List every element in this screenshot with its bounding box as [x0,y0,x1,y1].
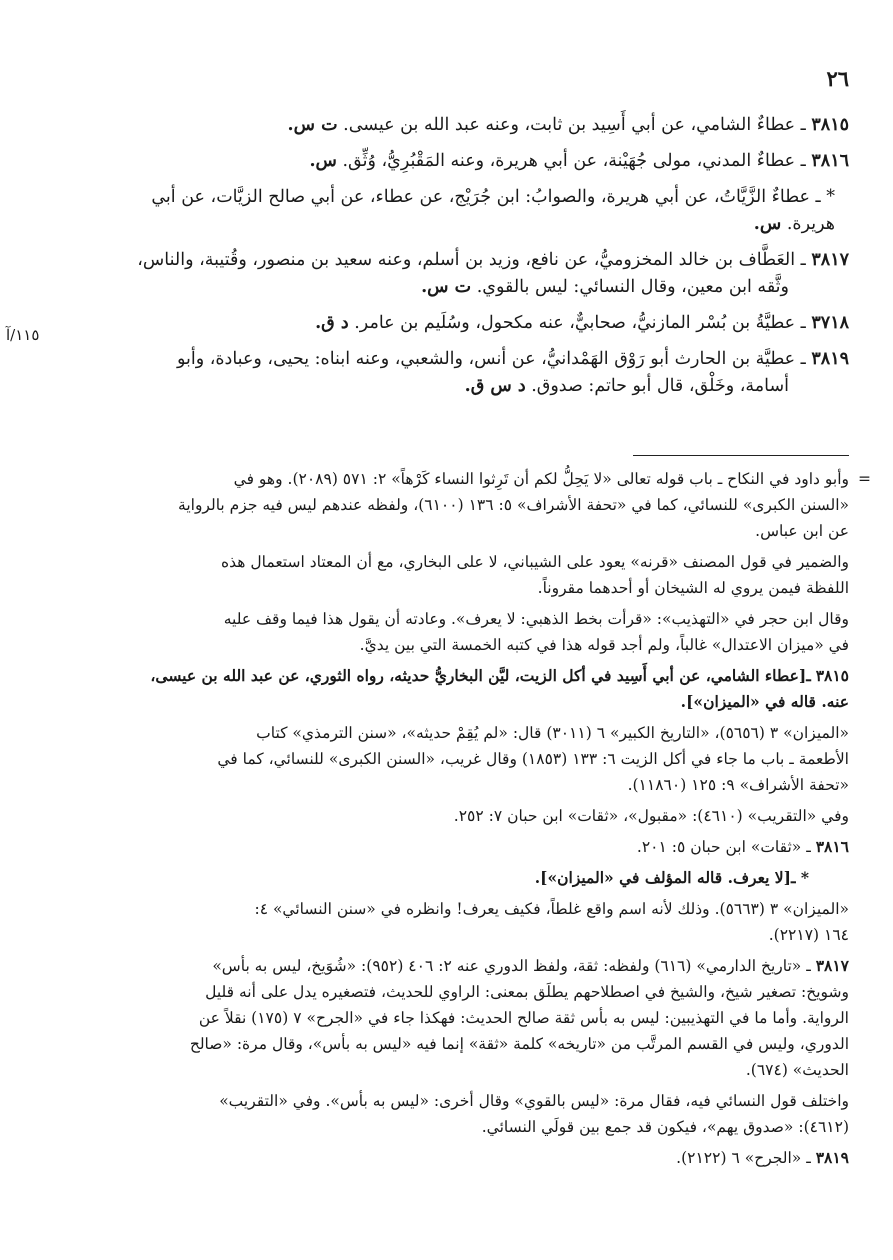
footnote-paragraph [43,1088,849,1140]
footnote-line: اللفظة فيمن يروي له الشيخان أو أحدهما مقروناً. [537,579,849,597]
footnote-3816 [43,834,849,860]
entry-number: ٣٧١٨ [811,313,849,333]
footnote-paragraph [43,606,849,658]
footnote-number: ٣٨١٦ [815,837,849,856]
entry-continuation: وثَّقه ابن معين، وقال النسائي: ليس بالقوي. [476,277,789,297]
entry-text: ـ عطاءٌ الشامي، عن أبي أَسِيد بن ثابت، وعنه عبد الله بن عيسى. [343,115,806,135]
footnote-line: الحديث» (٦٧٤). [745,1061,849,1079]
entry-number: ٣٨١٧ [811,250,849,270]
entry-continuation: أسامة، وخَلْق، قال أبو حاتم: صدوق. [531,376,789,396]
manuscript-folio-marker: ١١٥/آ [6,326,40,344]
footnote-star [43,865,849,891]
footnote-number: ٣٨١٧ [815,956,849,975]
entry-3718 [43,310,849,337]
footnote-paragraph [43,549,849,601]
entry-3817 [43,247,849,301]
page-number: ٢٦ [826,66,849,91]
entry-sigla: د س ق. [464,376,526,396]
entry-text: ـ عطيَّةُ بن بُسْر المازنيُّ، صحابيٌّ، عنه مكحول، وسُلَيم بن عامر. [354,313,806,333]
entry-number: ٣٨١٩ [811,349,849,369]
footnote-3815 [43,663,849,715]
footnote-line: «السنن الكبرى» للنسائي، كما في «تحفة الأشراف» ٥: ١٣٦ (٦١٠٠)، ولفظه عندهم ليس فيه جزم بالرواية [178,496,849,514]
entry-continuation-line [43,211,835,238]
footnote-paragraph [43,896,849,948]
footnote-3817 [43,953,849,1083]
footnote-line: ـ «الجرح» ٦ (٢١٢٢). [676,1149,811,1167]
footnote-line: * ـ[لا يعرف. قاله المؤلف في «الميزان»]. [534,868,809,887]
entry-continuation-line [43,373,849,400]
entry-sigla: د ق. [315,313,349,333]
footnote-line: الدوري، وليس في القسم المرتَّب من «تاريخه» كلمة «ثقة» إنما فيه «ليس به بأس»، وقال مرة: «صالح [189,1035,849,1053]
footnote-3819 [43,1145,849,1171]
entry-continuation: هريرة. [786,214,835,234]
footnote-line: ـ «ثقات» ابن حبان ٥: ٢٠١. [636,838,811,856]
footnote-line: وقال ابن حجر في «التهذيب»: «قرأت بخط الذهبي: لا يعرف». وعادته أن يقول هذا فيما وقف عليه [223,610,849,628]
entry-text: ـ العَطَّاف بن خالد المخزوميُّ، عن نافع، وزيد بن أسلم، وعنه سعيد بن منصور، وقُتيبة، والناس، [137,250,806,270]
entry-sigla: س. [753,214,782,234]
footnote-line: «تحفة الأشراف» ٩: ١٢٥ (١١٨٦٠). [627,776,849,794]
continuation-mark: = [858,470,871,488]
entry-3819 [43,346,849,400]
footnote-paragraph [43,720,849,798]
entry-3816 [43,148,849,175]
footnote-line: وفي «التقريب» (٤٦١٠): «مقبول»، «ثقات» ابن حبان ٧: ٢٥٢. [453,807,849,825]
footnote-line: في «ميزان الاعتدال» غالباً، ولم أجد قوله هذا في كتبه الخمسة التي بين يديَّ. [359,636,849,654]
footnote-line: وأبو داود في النكاح ـ باب قوله تعالى «لا يَحِلُّ لكم أن تَرِثوا النساء كَرْهاً» ٢: ٥٧١ (٢٠٨٩). وهو في [233,470,849,488]
footnote-line: عن ابن عباس. [755,522,849,540]
footnote-line: والضمير في قول المصنف «قرنه» يعود على الشيباني، لا على البخاري، مع أن المعتاد استعمال هذه [221,553,849,571]
footnote-line: ١٦٤ (٢٢١٧). [768,926,849,944]
entry-3815 [43,112,849,139]
footnote-number: ٣٨١٥ [815,666,849,685]
footnote-line: الأطعمة ـ باب ما جاء في أكل الزيت ٦: ١٣٣ (١٨٥٣) وقال غريب، «السنن الكبرى» للنسائي، كما في [217,750,849,768]
entry-sigla: س. [309,151,337,171]
entry-number: ٣٨١٦ [811,151,849,171]
footnote-line: (٤٦١٢): «صدوق يهم»، فيكون قد جمع بين قولَي النسائي. [481,1118,849,1136]
entry-number: ٣٨١٥ [811,115,849,135]
entry-sigla: ت س. [287,115,338,135]
entry-text: ـ عطيَّة بن الحارث أبو رَوْق الهَمْدانيُّ، عن أنس، والشعبي، وعنه ابناه: يحيى، وعبادة، وأبو [176,349,806,369]
footnote-line: الرواية. وأما ما في التهذيبين: ليس به بأس ثقة صالح الحديث: فهكذا جاء في «الجرح» ٧ (١٧٥) نقلاً عن [198,1009,849,1027]
footnote-separator [633,455,849,456]
footnote-line: واختلف قول النسائي فيه، فقال مرة: «ليس بالقوي» وقال أخرى: «ليس به بأس». وفي «التقريب» [219,1092,849,1110]
footnote-number: ٣٨١٩ [815,1148,849,1167]
entry-sigla: ت س. [421,277,472,297]
footnote-line: عنه. قاله في «الميزان»]. [680,692,849,711]
footnotes [43,466,871,1176]
footnote-line: «الميزان» ٣ (٥٦٦٣). وذلك لأنه اسم واقع غلطاً، فكيف يعرف! وانظره في «سنن النسائي» ٤: [254,900,849,918]
footnote-line: «الميزان» ٣ (٥٦٥٦)، «التاريخ الكبير» ٦ (٣٠١١) قال: «لم يُقِمْ حديثه»، «سنن الترمذي» كتاب [256,724,849,742]
footnote-line: وشويخ: تصغير شيخ، والشيخ في اصطلاحهم يطلَق بمعنى: الراوي للحديث، فتصغيره يدل على أنه قليل [205,983,849,1001]
entry-text: * ـ عطاءٌ الزَّيَّاتُ، عن أبي هريرة، والصوابُ: ابن جُرَيْج، عن عطاء، عن أبي صالح الزيَّات، عن أبي [151,187,835,207]
main-text [43,112,849,409]
entry-continuation-line [43,274,849,301]
footnote-line: ـ[عطاء الشامي، عن أبي أَسِيد في أكل الزيت، ليَّن البخاريُّ حديثه، رواه الثوري، عن عبد الله بن عيسى، [150,666,811,685]
footnote-paragraph [43,803,849,829]
entry-text: ـ عطاءٌ المدني، مولى جُهَيْنة، عن أبي هريرة، وعنه المَقْبُرِيُّ، وُثِّق. [342,151,806,171]
footnote-line: ـ «تاريخ الدارمي» (٦١٦) ولفظه: ثقة، ولفظ الدوري عنه ٢: ٤٠٦ (٩٥٢): «شُوَيخ، ليس به بأس» [212,957,811,975]
footnote-continuation [43,466,871,544]
entry-star [43,184,849,238]
